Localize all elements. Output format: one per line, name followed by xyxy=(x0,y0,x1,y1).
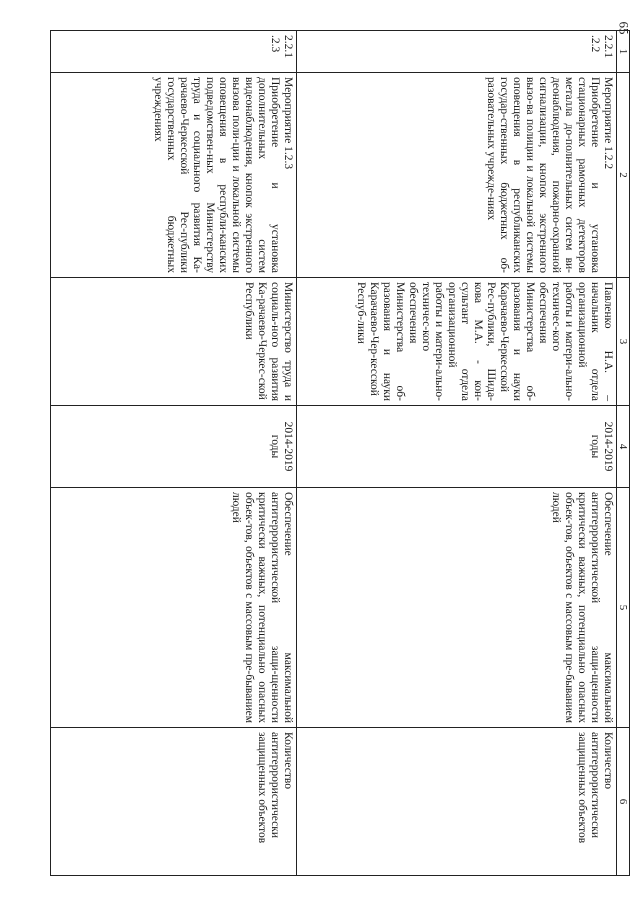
column-header: 6 xyxy=(617,728,630,876)
page-number: 65 xyxy=(616,21,632,35)
measure-cell: Мероприятие 1.2.2 Приобретение и установка стационарных рамочных детекторов металла до-полнительных систем ви-деонаблюдения, пожарно-охранной сигнализации, кнопок экстренного вызо-ва полиции и локальной системы оповещения в республиканских государ-ственных бюджетных об-разовательных учрежде-ниях xyxy=(297,73,617,278)
header-row xyxy=(617,31,630,876)
column-header: 5 xyxy=(617,488,630,728)
column-header: 3 xyxy=(617,278,630,406)
column-header: 4 xyxy=(617,406,630,488)
rotated-table-container xyxy=(50,30,630,875)
table-row xyxy=(51,31,297,876)
table-row xyxy=(297,31,617,876)
column-header: 1 xyxy=(617,31,630,73)
measures-table xyxy=(50,30,630,876)
column-header: 2 xyxy=(617,73,630,278)
result-cell: Обеспечение максимальной антитеррористической защи-щенности критически важных, потенциально опасных объек-тов, объектов с массовым пре-быванием людей xyxy=(297,488,617,728)
row-code: 2.2.1 .2.3 xyxy=(51,31,297,73)
result-cell: Обеспечение максимальной антитеррористической защи-щенности критически важных, потенциально опасных объек-тов, объектов с массовым пре-быванием людей xyxy=(51,488,297,728)
row-code: 2.2.1 .2.2 xyxy=(297,31,617,73)
responsible-cell: Павленко Н.А. – начальник отдела организационной работы и матери-ально-техничес-кого обеспечения Министерства об-разования и науки Карачаево-Черкесской Рес-публики, Шида-кова М.А. - кон-сультант отдела организационной работы и матери-ально-техничес-кого обеспечения Министерства об-разования и науки Карачаево-Чер-кесской Респуб-лики xyxy=(297,278,617,406)
period-cell: 2014-2019 годы xyxy=(51,406,297,488)
indicator-cell: Количество антитеррористически защищенных объектов xyxy=(297,728,617,876)
measure-cell: Мероприятие 1.2.3 Приобретение и установка дополнительных систем видеонаблюдения, кнопок экстренного вызова поли-ции и локальной системы оповещения в республи-канских подведомствен-ных Министерству труда и социального развития Ка-рачаево-Черкесской Рес-публики государственных бюджетных учреждениях xyxy=(51,73,297,278)
indicator-cell: Количество антитеррористически защищенных объектов xyxy=(51,728,297,876)
responsible-cell: Министерство труда и социаль-ного развития Ка-рачаево-Черкес-ской Республики xyxy=(51,278,297,406)
period-cell: 2014-2019 годы xyxy=(297,406,617,488)
